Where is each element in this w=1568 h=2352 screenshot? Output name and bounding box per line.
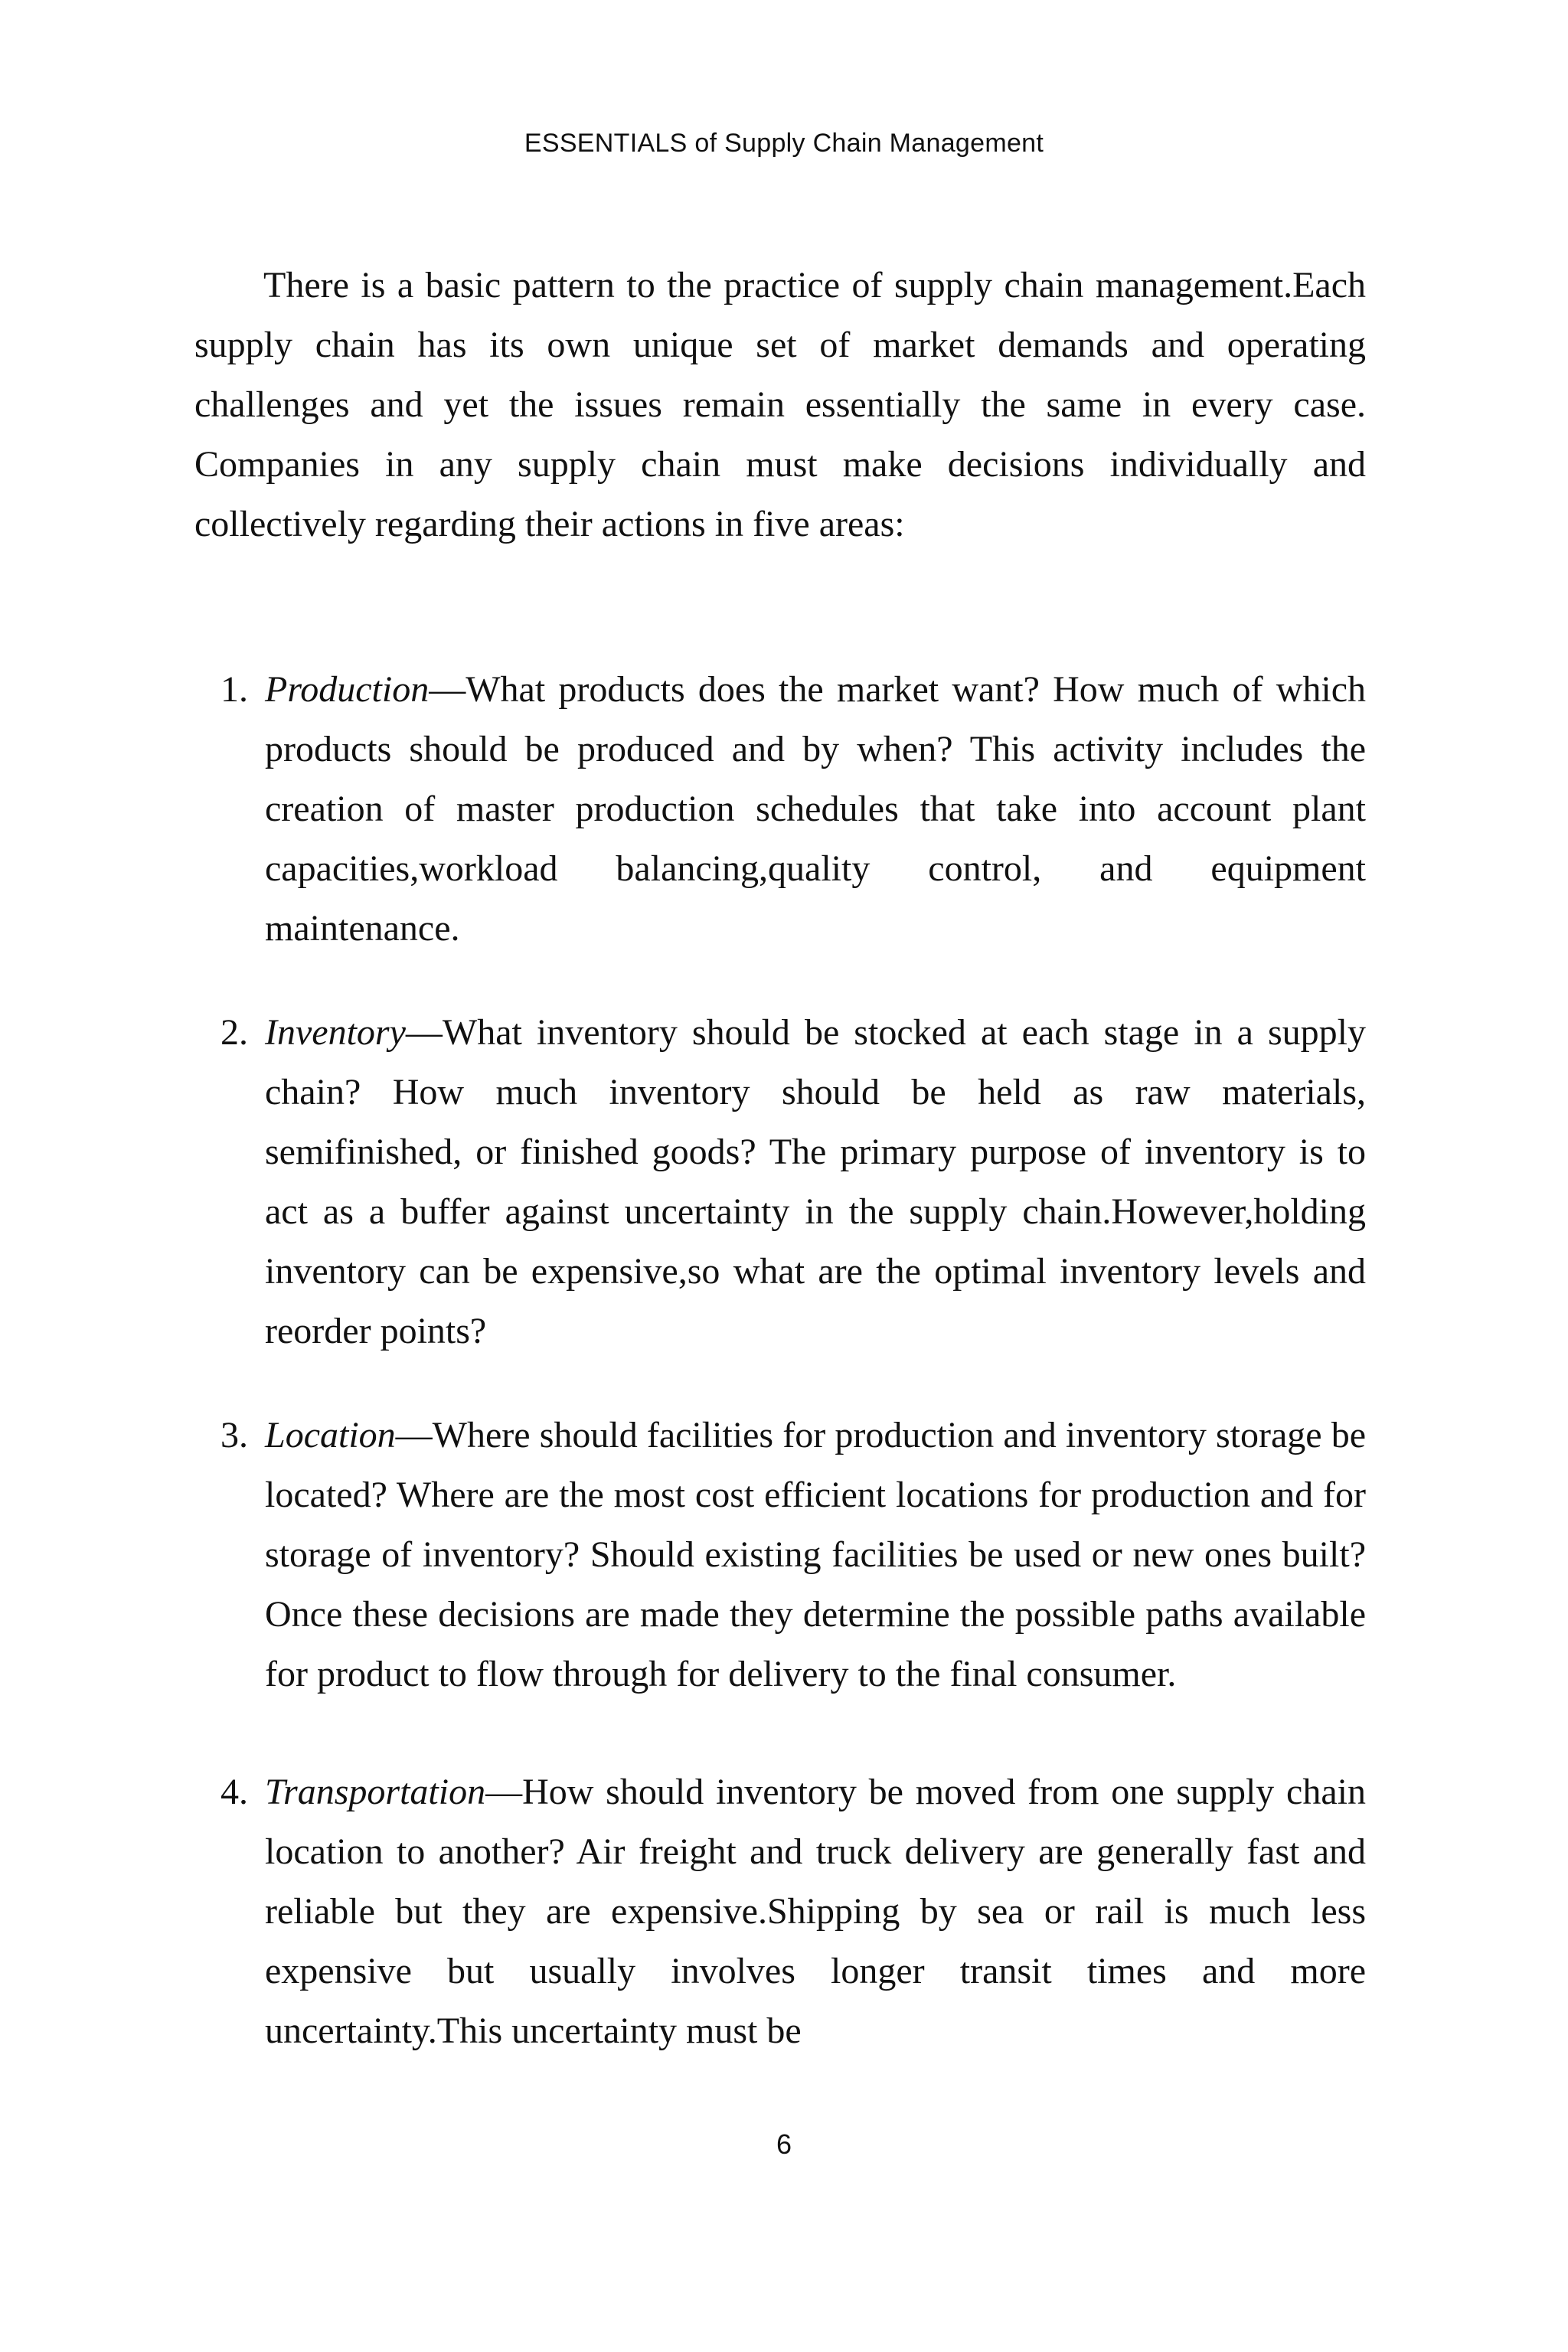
list-item-number: 1. <box>220 669 248 710</box>
list-item-inventory <box>220 1003 1366 1361</box>
list-item-text: —Where should facilities for production and inventory storage be located? Where are the most cost efficient locations for production and for storage of inventory? Should existing facilities be used or new ones built? Once these decisions are made they determine the possible paths available for product to flow through for delivery to the final consumer. <box>265 1415 1366 1694</box>
list-item-term: Production <box>265 669 430 710</box>
list-item-text: —What products does the market want? How much of which products should be produced and by when? This activity includes the creation of master production schedules that take into account plant capacities,workload balancing,quality control, and equipment maintenance. <box>265 669 1366 949</box>
intro-paragraph: There is a basic pattern to the practice of supply chain management.Each supply chain has its own unique set of market demands and operating challenges and yet the issues remain essentially the same in every case. Companies in any supply chain must make decisions individually and collectively regarding their actions in five areas: <box>194 265 1366 544</box>
list-item-term: Location <box>265 1415 396 1455</box>
list-item-text: —How should inventory be moved from one supply chain location to another? Air freight and truck delivery are generally fast and reliable but they are expensive.Shipping by sea or rail is much less expensive but usually involves longer transit times and more uncertainty.This uncertainty must be <box>265 1772 1366 2051</box>
list-item-text: —What inventory should be stocked at each stage in a supply chain? How much inventory should be held as raw materials, semifinished, or finished goods? The primary purpose of inventory is to act as a buffer against uncertainty in the supply chain.However,holding inventory can be expensive,so what are the optimal inventory levels and reorder points? <box>265 1012 1366 1351</box>
list-item-production <box>220 660 1366 959</box>
list-item-number: 4. <box>220 1772 248 1812</box>
list-item-location <box>220 1406 1366 1704</box>
list-item-term: Transportation <box>265 1772 486 1812</box>
list-item-number: 2. <box>220 1012 248 1053</box>
page-number: 6 <box>776 2128 792 2160</box>
list-item-transportation <box>220 1762 1366 2061</box>
list-item-number: 3. <box>220 1415 248 1455</box>
list-item-term: Inventory <box>265 1012 406 1053</box>
running-header: ESSENTIALS of Supply Chain Management <box>524 129 1044 158</box>
